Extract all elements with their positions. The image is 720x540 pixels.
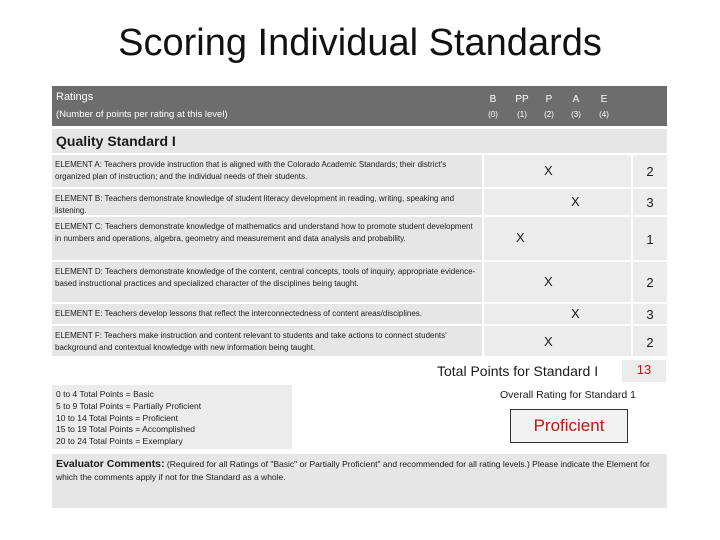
rating-col-pp	[508, 86, 536, 119]
scale-item: 20 to 24 Total Points = Exemplary	[56, 436, 183, 447]
element-row-b	[52, 189, 667, 215]
rating-cell	[484, 217, 631, 260]
ratings-header	[52, 86, 709, 126]
element-points: 2	[646, 335, 654, 350]
rating-points: (1)	[517, 110, 527, 119]
total-points-value: 13	[622, 360, 666, 382]
total-points-header	[674, 92, 716, 120]
element-points: 2	[646, 164, 654, 179]
rating-label: E	[600, 94, 608, 105]
rating-cell	[484, 326, 631, 356]
rating-mark: X	[571, 306, 580, 321]
element-row-c	[52, 217, 667, 260]
ratings-sublabel: (Number of points per rating at this level)	[56, 109, 228, 120]
scale-item: 10 to 14 Total Points = Proficient	[56, 412, 178, 423]
scale-item: 15 to 19 Total Points = Accomplished	[56, 424, 196, 435]
section-title-bar	[52, 129, 667, 153]
total-header-line2: Points	[681, 107, 709, 118]
total-points-label: Total Points for Standard I	[437, 363, 599, 379]
element-text: ELEMENT E: Teachers develop lessons that reflect the interconnectedness of content areas/disciplines.	[55, 309, 423, 318]
element-text: ELEMENT C: Teachers demonstrate knowledge of mathematics and understand how to promote student development in numbers and operations, algebra, geometry and measurement and data analysis and probability.	[55, 222, 473, 243]
rating-cell	[484, 155, 631, 187]
element-text: ELEMENT D: Teachers demonstrate knowledge of the content, central concepts, tools of inquiry, appropriate evidence-based instructional practices and specialized character of the disciplines being taught.	[55, 267, 476, 288]
element-row-d	[52, 262, 667, 302]
scale-item: 0 to 4 Total Points = Basic	[56, 389, 154, 399]
rating-mark: X	[544, 334, 553, 349]
rating-points: (3)	[571, 110, 581, 119]
total-header-line1: Total	[684, 93, 706, 104]
rating-label: A	[572, 94, 580, 105]
rating-cell	[484, 189, 631, 215]
element-row-f	[52, 326, 667, 356]
scale-item: 5 to 9 Total Points = Partially Proficient	[56, 400, 202, 411]
element-points: 3	[646, 307, 654, 322]
page-title: Scoring Individual Standards	[118, 22, 602, 64]
rating-label: P	[545, 94, 553, 105]
evaluator-comments-box[interactable]	[52, 454, 667, 508]
rating-mark: X	[544, 274, 553, 289]
rating-points: (4)	[599, 110, 609, 119]
rating-label: PP	[515, 94, 529, 105]
rating-mark: X	[516, 230, 525, 245]
overall-rating-value: Proficient	[510, 409, 628, 443]
ratings-label: Ratings	[56, 91, 94, 103]
element-row-a	[52, 155, 667, 187]
rating-col-p	[535, 86, 563, 119]
element-text: ELEMENT A: Teachers provide instruction that is aligned with the Colorado Academic Standards; their district's organized plan of instruction; and the individual needs of their students.	[55, 160, 447, 181]
rating-mark: X	[571, 194, 580, 209]
element-text: ELEMENT F: Teachers make instruction and content relevant to students and take actions to connect students' background and contextual knowledge with new information being taught.	[55, 331, 447, 352]
section-title: Quality Standard I	[56, 133, 176, 149]
rating-scale-legend	[52, 385, 292, 449]
rating-col-e	[590, 86, 618, 119]
element-points: 3	[646, 195, 654, 210]
element-row-e	[52, 304, 667, 324]
rating-points: (2)	[544, 110, 554, 119]
rating-cell	[484, 304, 631, 324]
rating-cell	[484, 262, 631, 302]
element-text: ELEMENT B: Teachers demonstrate knowledge of student literacy development in reading, writing, speaking and listening.	[55, 194, 455, 215]
rating-label: B	[489, 94, 497, 105]
element-points: 2	[646, 275, 654, 290]
comments-text-block	[52, 454, 667, 488]
comments-instructions: (Required for all Ratings of "Basic" or Partially Proficient" and recommended for all rating levels.) Please indicate the Element for which the comments apply if not for the Standard as a whole.	[56, 459, 650, 482]
element-points: 1	[646, 232, 654, 247]
comments-label: Evaluator Comments:	[56, 458, 165, 470]
rating-col-a	[562, 86, 590, 119]
overall-rating-label: Overall Rating for Standard 1	[500, 389, 636, 401]
rating-points: (0)	[488, 110, 498, 119]
rating-mark: X	[544, 163, 553, 178]
rating-col-b	[479, 86, 507, 119]
